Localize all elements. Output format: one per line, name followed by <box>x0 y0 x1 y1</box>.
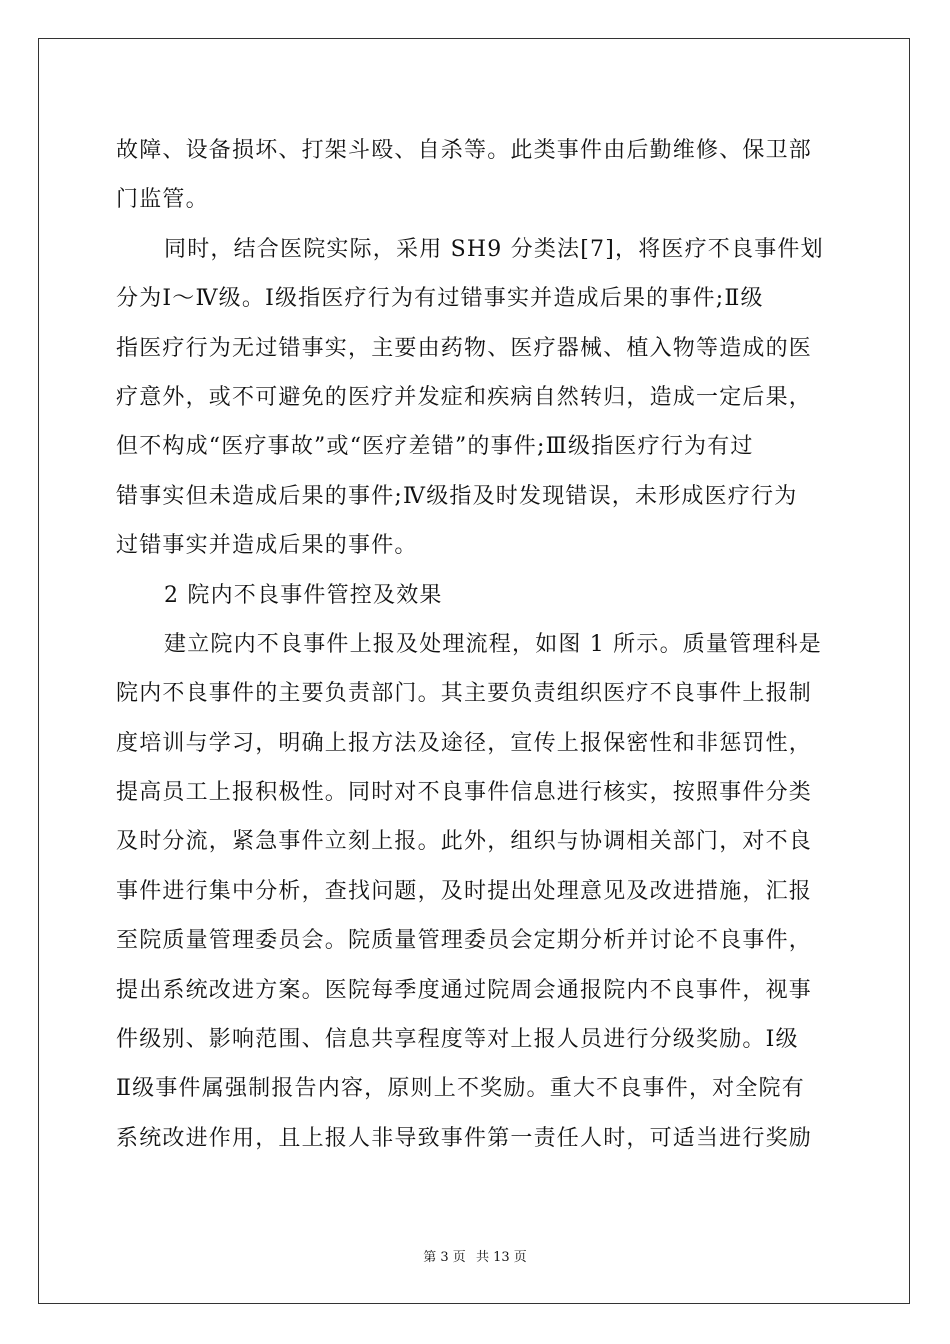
text-line: 至院质量管理委员会。院质量管理委员会定期分析并讨论不良事件， <box>116 928 813 954</box>
text-line: 建立院内不良事件上报及处理流程，如图 1 所示。质量管理科是 <box>164 631 822 657</box>
section-heading: 2 院内不良事件管控及效果 <box>164 582 443 608</box>
page-total: 共 13 页 <box>475 1250 527 1265</box>
text-line: 提高员工上报积极性。同时对不良事件信息进行核实，按照事件分类 <box>116 780 813 806</box>
text-line: 提出系统改进方案。医院每季度通过院周会通报院内不良事件，视事 <box>116 977 813 1003</box>
text-line: 过错事实并造成后果的事件。 <box>116 533 418 559</box>
text-line: 事件进行集中分析，查找问题，及时提出处理意见及改进措施，汇报 <box>116 878 813 904</box>
text-line: 但不构成“医疗事故”或“医疗差错”的事件;Ⅲ级指医疗行为有过 <box>116 434 754 460</box>
text-line: 指医疗行为无过错事实，主要由药物、医疗器械、植入物等造成的医 <box>116 335 813 361</box>
text-line: 门监管。 <box>116 187 209 213</box>
page-footer <box>0 1246 950 1265</box>
text-line: 系统改进作用，且上报人非导致事件第一责任人时，可适当进行奖励 <box>116 1125 813 1151</box>
document-body <box>116 126 836 1163</box>
text-line: 件级别、影响范围、信息共享程度等对上报人员进行分级奖励。Ⅰ级 <box>116 1027 799 1053</box>
text-line: 错事实但未造成后果的事件;Ⅳ级指及时发现错误，未形成医疗行为 <box>116 483 798 509</box>
text-line: 及时分流，紧急事件立刻上报。此外，组织与协调相关部门，对不良 <box>116 829 813 855</box>
text-line: Ⅱ级事件属强制报告内容，原则上不奖励。重大不良事件，对全院有 <box>116 1076 805 1102</box>
text-line: 疗意外，或不可避免的医疗并发症和疾病自然转归，造成一定后果， <box>116 384 813 410</box>
text-line: 故障、设备损坏、打架斗殴、自杀等。此类事件由后勤维修、保卫部 <box>116 138 813 163</box>
text-line: 分为Ⅰ～Ⅳ级。Ⅰ级指医疗行为有过错事实并造成后果的事件;Ⅱ级 <box>116 286 764 312</box>
text-line: 院内不良事件的主要负责部门。其主要负责组织医疗不良事件上报制 <box>116 681 813 707</box>
text-line: 度培训与学习，明确上报方法及途径，宣传上报保密性和非惩罚性， <box>116 730 813 756</box>
page-number: 第 3 页 <box>423 1250 466 1265</box>
text-line: 同时，结合医院实际，采用 SH9 分类法[7]，将医疗不良事件划 <box>164 236 824 262</box>
